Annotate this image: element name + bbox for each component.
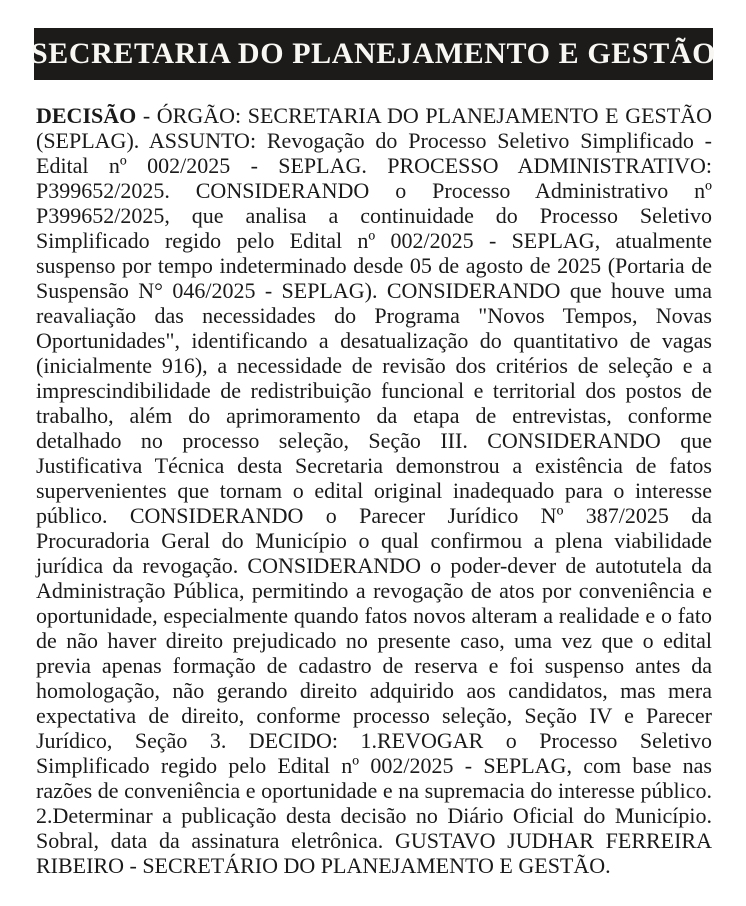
section-banner-title: SECRETARIA DO PLANEJAMENTO E GESTÃO bbox=[31, 37, 717, 70]
section-banner bbox=[31, 28, 717, 80]
decision-paragraph bbox=[36, 103, 712, 878]
decision-lead: DECISÃO bbox=[36, 103, 137, 128]
decision-body-text: - ÓRGÃO: SECRETARIA DO PLANEJAMENTO E GESTÃO (SEPLAG). ASSUNTO: Revogação do Processo Seletivo Simplificado - Edital nº 002/2025 - SEPLAG. PROCESSO ADMINISTRATIVO: P399652/2025. CONSIDERANDO o Processo Administrativo nº P399652/2025, que analisa a continuidade do Processo Seletivo Simplificado regido pelo Edital nº 002/2025 - SEPLAG, atualmente suspenso por tempo indeterminado desde 05 de agosto de 2025 (Portaria de Suspensão N° 046/2025 - SEPLAG). CONSIDERANDO que houve uma reavaliação das necessidades do Programa "Novos Tempos, Novas Oportunidades", identificando a desatualização do quantitativo de vagas (inicialmente 916), a necessidade de revisão dos critérios de seleção e a imprescindibilidade de redistribuição funcional e territorial dos postos de trabalho, além do aprimoramento da etapa de entrevistas, conforme detalhado no processo seleção, Seção III. CONSIDERANDO que Justificativa Técnica desta Secretaria demonstrou a existência de fatos supervenientes que tornam o edital original inadequado para o interesse público. CONSIDERANDO o Parecer Jurídico Nº 387/2025 da Procuradoria Geral do Município o qual confirmou a plena viabilidade jurídica da revogação. CONSIDERANDO o poder-dever de autotutela da Administração Pública, permitindo a revogação de atos por conveniência e oportunidade, especialmente quando fatos novos alteram a realidade e o fato de não haver direito prejudicado no presente caso, uma vez que o edital previa apenas formação de cadastro de reserva e foi suspenso antes da homologação, não gerando direito adquirido aos candidatos, mas mera expectativa de direito, conforme processo seleção, Seção IV e Parecer Jurídico, Seção 3. DECIDO: 1.REVOGAR o Processo Seletivo Simplificado regido pelo Edital nº 002/2025 - SEPLAG, com base nas razões de conveniência e oportunidade e na supremacia do interesse público. 2.Determinar a publicação desta decisão no Diário Oficial do Município. Sobral, data da assinatura eletrônica. GUSTAVO JUDHAR FERREIRA RIBEIRO - SECRETÁRIO DO PLANEJAMENTO E GESTÃO. bbox=[36, 103, 712, 878]
